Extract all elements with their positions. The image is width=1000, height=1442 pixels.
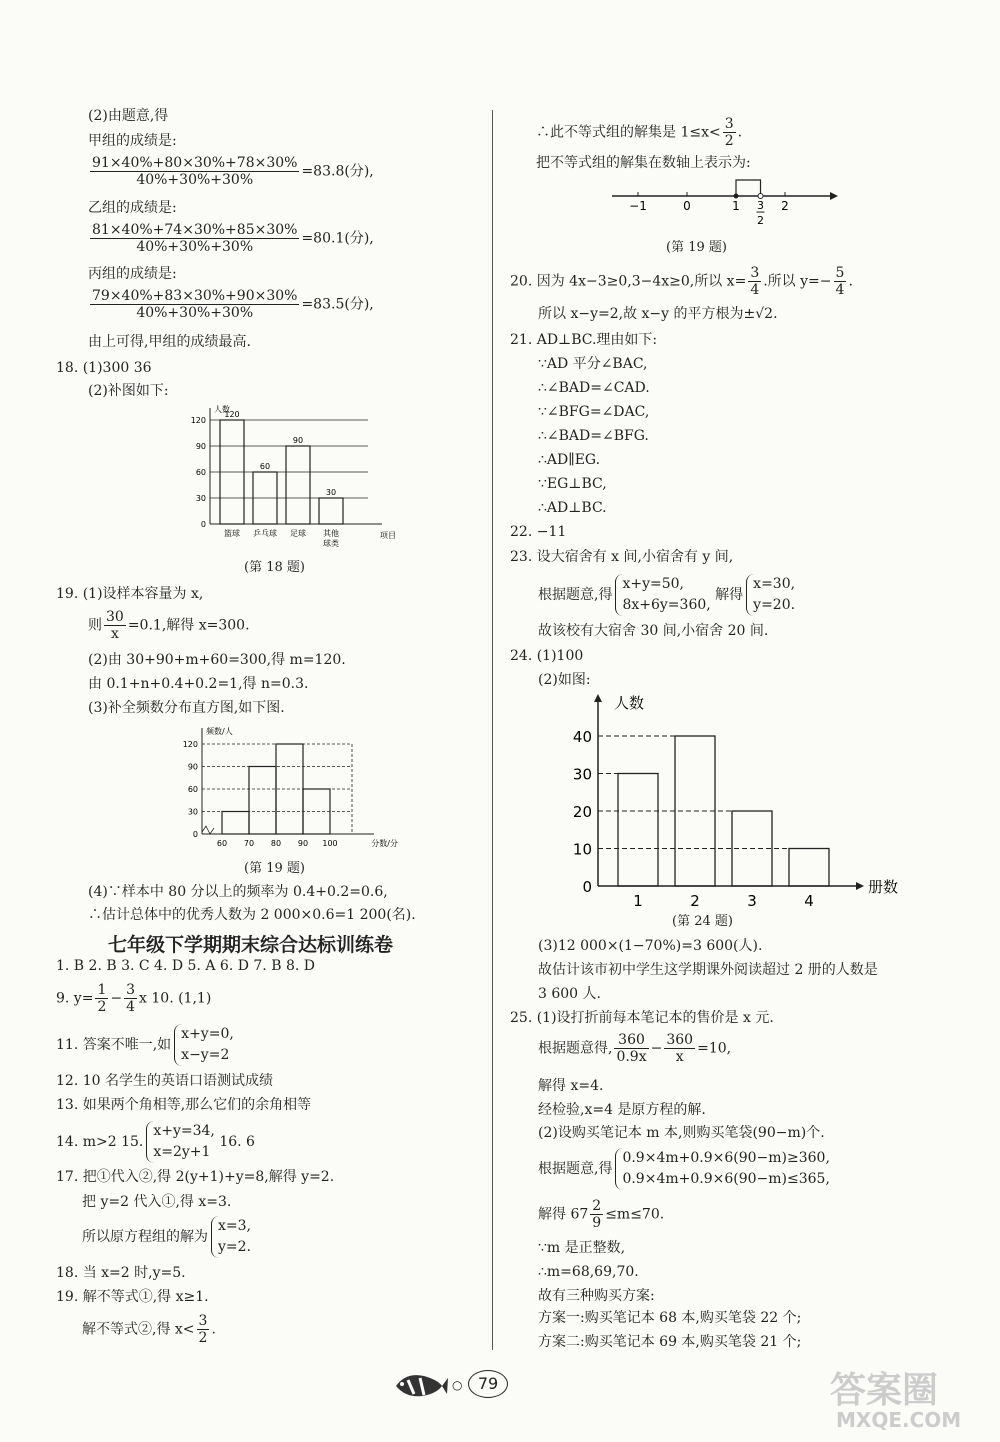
number-line-tick-label: −1 [629,199,647,213]
answer-line: 12. 10 名学生的英语口语测试成绩 [56,1073,273,1089]
solution-line: 根据题意,得 0.9×4m+0.9×6(90−m)≥360, 0.9×4m+0.9×6(90−m)≤365, [538,1148,830,1190]
solution-line: 故估计该市初中学生这学期课外阅读超过 2 册的人数是 [538,962,878,978]
page-number-text: 79 [477,1374,499,1393]
number-line-plot [612,180,838,227]
chart-19-ylabel: 频数/人 [206,727,233,736]
chart-18-xlabel: 项目 [380,531,396,540]
fraction: $\frac{3}{4}$ [126,982,136,1016]
chart-19-ytick: 120 [182,740,198,749]
number-line-arrow [830,192,838,200]
number-line-tick-label: 1 [732,199,740,213]
fraction: $\frac{2}{9}$ [592,1198,602,1232]
dot-separator: ○ [452,1378,463,1392]
solution-line: ∴AD⊥BC. [538,500,607,516]
watermark-logo: 答案圈 [830,1370,939,1411]
solution-line: 方案二:购买笔记本 69 本,购买笔袋 21 个; [538,1334,802,1350]
chart-24-x-arrow [856,882,864,890]
question-20: 20. 因为 4x−3≥0,3−4x≥0,所以 x= $\frac{3}{4}$ .所以 y=− $\frac{5}{4}$ . [510,265,853,299]
equation-system: x+y=0, x−y=2 [174,1024,234,1066]
fraction: $\frac{3}{4}$ [750,265,760,299]
chart-18-ytick: 90 [195,442,206,451]
solution-line: 方案一:购买笔记本 68 本,购买笔袋 22 个; [538,1310,802,1326]
solution-line: 乙组的成绩是: [88,200,177,216]
solution-line: (2)补图如下: [88,383,169,399]
number-line-closed-point [734,194,739,199]
number-line-open-point [758,194,763,199]
equation-system: 0.9×4m+0.9×6(90−m)≥360, 0.9×4m+0.9×6(90−m)≤365, [615,1148,829,1190]
answer-line: 把 y=2 代入①,得 x=3. [82,1194,232,1210]
chart-24 [566,690,900,912]
solution-line: 根据题意,得 x+y=50, 8x+6y=360, 解得 x=30, y=20. [538,574,795,616]
fraction: $\frac{3}{2}$ [724,116,734,150]
number-line-tick-label: 2 [781,199,789,213]
column-divider [492,110,493,1350]
chart-19-ytick: 30 [187,807,198,817]
solution-line: ∴∠BAD=∠CAD. [538,380,650,396]
chart-18-category: 乒乓球 [253,529,277,538]
answer-line: 1. B 2. B 3. C 4. D 5. A 6. D 7. B 8. D [56,958,315,974]
chart-18-ylabel: 人数 [214,405,230,414]
solution-line: ∴m=68,69,70. [538,1264,639,1280]
solution-line: 把不等式组的解集在数轴上表示为: [536,155,751,171]
chart-caption: (第 18 题) [244,560,305,575]
fraction: $\frac{5}{4}$ [835,265,845,299]
number-line-solution-bracket [736,180,761,196]
answer-line: 11. 答案不唯一,如 x+y=0, x−y=2 [56,1024,234,1066]
chart-19-xtick: 60 [216,839,228,848]
question-19: 19. (1)设样本容量为 x, [56,586,204,602]
chart-24-plot [573,694,898,910]
chart-19-xlabel: 分数/分 [371,839,398,848]
chart-19-xtick: 80 [270,839,282,848]
equation-system: x=3, y=2. [211,1216,251,1258]
chart-19 [168,722,400,852]
chart-19-ytick: 60 [187,785,198,794]
solution-line: ∵m 是正整数, [538,1240,626,1256]
equation-system: x=30, y=20. [746,574,795,616]
chart-19-xtick: 100 [322,839,338,848]
chart-24-bar [789,849,829,887]
chart-18-bar-label: 30 [325,488,337,497]
chart-18-ytick: 60 [195,468,206,477]
fraction-line: 则 $\frac{30}{x}$ =0.1,解得 x=300. [88,609,250,643]
question-22: 22. −11 [510,524,567,540]
answer-line: 解不等式②,得 x< $\frac{3}{2}$ . [82,1313,216,1347]
solution-line: ∵∠BFG=∠DAC, [538,404,650,420]
chart-24-bar [618,774,658,887]
chart-18 [172,400,402,552]
answer-line: 19. 解不等式①,得 x≥1. [56,1289,209,1305]
chart-18-bar [319,498,343,524]
solution-line: (4)∵样本中 80 分以上的频率为 0.4+0.2=0.6, [88,884,388,900]
fraction: $\frac{79\times 40\%+83\times 30\%+90\times 30\%}{40\%+30\%+30\%}$ [92,288,298,322]
chart-19-plot [183,726,398,848]
section-title: 七年级下学期期末综合达标训练卷 [108,934,394,956]
question-23: 23. 设大宿舍有 x 间,小宿舍有 y 间, [510,549,734,565]
answer-line: 17. 把①代入②,得 2(y+1)+y=8,解得 y=2. [56,1169,335,1185]
chart-24-category: 3 [747,892,757,910]
chart-24-ytick: 20 [572,803,592,821]
solution-line: (2)由 30+90+m+60=300,得 m=120. [88,652,346,668]
chart-19-ytick: 90 [187,762,198,772]
solution-line: (3)12 000×(1−70%)=3 600(人). [538,938,763,954]
solution-line: 由上可得,甲组的成绩最高. [88,334,251,350]
solution-line: ∴∠BAD=∠BFG. [538,428,649,444]
equation-system: x+y=50, 8x+6y=360, [615,574,710,616]
solution-line: 故该校有大宿舍 30 间,小宿舍 20 间. [538,623,769,639]
answer-line: 9. y= $\frac{1}{2}$ − $\frac{3}{4}$ x 10. (1,1) [56,982,212,1016]
chart-caption: (第 19 题) [244,861,305,876]
solution-line: 所以 x−y=2,故 x−y 的平方根为±√2. [538,306,778,322]
chart-caption: (第 19 题) [666,240,727,255]
fraction: $\frac{360}{0.9x}$ [616,1032,647,1066]
solution-line: 根据题意得, $\frac{360}{0.9x}$ − $\frac{360}{x}$ =10, [538,1032,732,1066]
chart-18-ytick: 120 [190,416,206,425]
chart-24-category: 2 [690,892,700,910]
solution-line: 由 0.1+n+0.4+0.2=1,得 n=0.3. [88,676,309,692]
chart-18-bar-label: 120 [224,410,240,419]
chart-24-ytick: 10 [572,840,592,859]
fraction-line: $\frac{91\times 40\%+80\times 30\%+78\times 30\%}{40\%+30\%+30\%}$ =83.8(分), [92,155,374,189]
chart-18-category: 其他 [323,529,339,538]
question-18: 18. (1)300 36 [56,360,152,376]
chart-24-ytick: 40 [572,728,592,746]
solution-line: (2)由题意,得 [88,108,169,124]
equation-system: x+y=34, x=2y+1 [146,1121,215,1163]
solution-line: 经检验,x=4 是原方程的解. [538,1102,706,1118]
chart-24-xlabel: 册数 [868,878,899,896]
solution-line: ∴此不等式组的解集是 1≤x< $\frac{3}{2}$ . [536,116,743,150]
chart-24-ytick: 30 [572,765,592,784]
solution-line: 故有三种购买方案: [538,1288,655,1304]
chart-18-category: 球类 [323,539,339,548]
solution-line: ∴估计总体中的优秀人数为 2 000×0.6=1 200(名). [88,907,416,923]
chart-24-category: 4 [804,892,814,910]
chart-24-y-arrow [594,694,602,702]
fraction: $\frac{1}{2}$ [97,982,107,1016]
solution-line: (3)补全频数分布直方图,如下图. [88,700,285,716]
chart-24-ytick: 0 [582,878,592,896]
answer-line: 所以原方程组的解为 x=3, y=2. [82,1216,251,1258]
fish-icon [392,1368,448,1402]
chart-18-ytick: 30 [195,494,206,503]
chart-18-category: 足球 [290,529,306,538]
fraction: $\frac{91\times 40\%+80\times 30\%+78\times 30\%}{40\%+30\%+30\%}$ [92,155,298,189]
chart-19-bar [222,812,249,835]
solution-line: 解得 67 $\frac{2}{9}$ ≤m≤70. [538,1198,665,1232]
chart-24-ylabel: 人数 [614,694,645,712]
chart-24-category: 1 [633,892,643,910]
solution-line: (2)设购买笔记本 m 本,则购买笔袋(90−m)个. [538,1125,825,1141]
chart-19-ytick: 0 [192,830,198,839]
chart-18-bar-label: 60 [259,462,271,471]
chart-18-category: 篮球 [224,529,240,538]
chart-19-xtick: 90 [297,839,309,848]
answer-line: 18. 当 x=2 时,y=5. [56,1265,186,1281]
question-25: 25. (1)设打折前每本笔记本的售价是 x 元. [510,1010,774,1026]
chart-18-plot [191,404,396,548]
solution-line: ∵EG⊥BC, [538,476,607,492]
solution-line: 甲组的成绩是: [88,133,177,149]
solution-line: 3 600 人. [538,986,601,1002]
fraction-line: $\frac{81\times 40\%+74\times 30\%+85\times 30\%}{40\%+30\%+30\%}$ =80.1(分), [92,222,374,256]
solution-line: 解得 x=4. [538,1078,604,1094]
fraction: $\frac{30}{x}$ [106,609,124,643]
solution-line: 丙组的成绩是: [88,266,177,282]
chart-caption: (第 24 题) [672,914,733,929]
chart-19-bar [249,767,276,835]
number-line-tick-label: 0 [683,199,691,213]
question-24: 24. (1)100 [510,648,584,664]
fraction: $\frac{81\times 40\%+74\times 30\%+85\times 30\%}{40\%+30\%+30\%}$ [92,222,298,256]
number-line-marked-den: 2 [757,214,764,227]
watermark-url: MXQE.COM [836,1408,962,1432]
chart-18-bar [286,446,310,524]
answer-line: 13. 如果两个角相等,那么它们的余角相等 [56,1097,312,1113]
solution-line: (2)如图: [538,672,591,688]
solution-line: ∴AD∥EG. [538,452,601,468]
number-line [608,176,840,230]
fraction-line: $\frac{79\times 40\%+83\times 30\%+90\times 30\%}{40\%+30\%+30\%}$ =83.5(分), [92,288,374,322]
chart-18-bar-label: 90 [292,436,304,445]
answer-line: 14. m>2 15. x+y=34, x=2y+1 16. 6 [56,1121,255,1163]
page-number [468,1370,508,1398]
number-line-marked-num: 3 [757,199,764,212]
chart-18-ytick: 0 [200,520,206,529]
fraction: $\frac{3}{2}$ [198,1313,208,1347]
fraction: $\frac{360}{x}$ [666,1032,694,1066]
chart-19-axis-break [202,826,214,834]
solution-line: ∵AD 平分∠BAC, [538,356,648,372]
question-21: 21. AD⊥BC.理由如下: [510,332,658,348]
chart-19-xtick: 70 [243,839,255,848]
